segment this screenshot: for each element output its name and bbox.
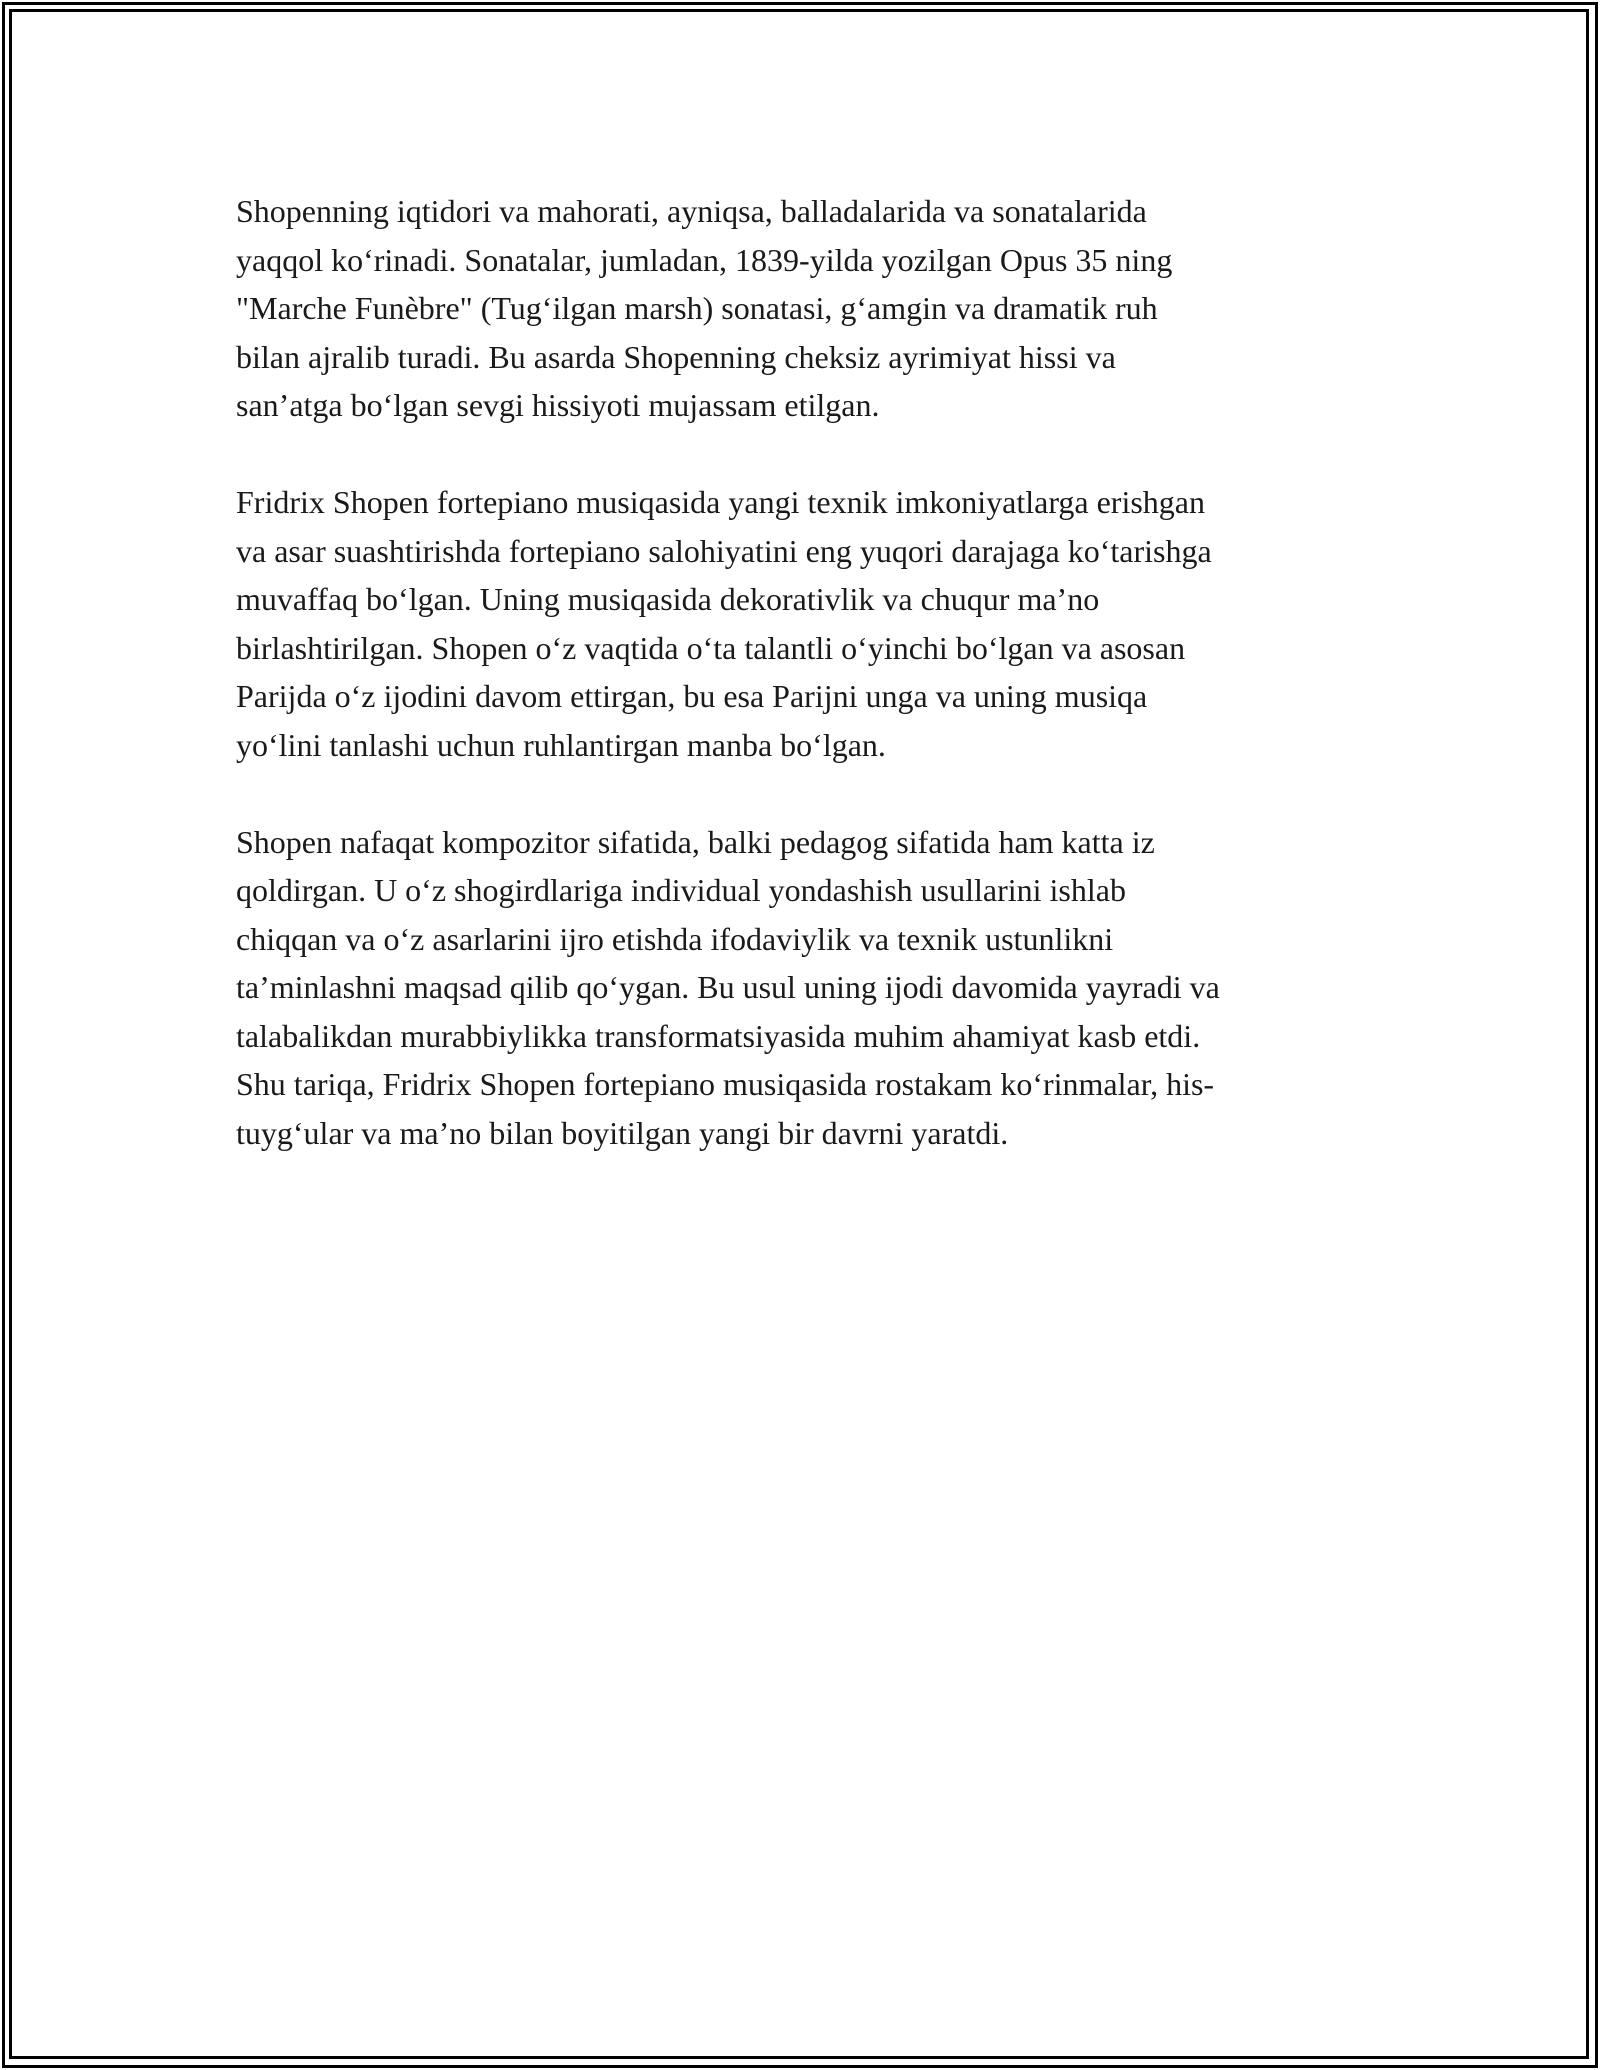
text-line: va asar suashtirishda fortepiano salohiyatini eng yuqori darajaga ko‘tarishga	[236, 532, 1212, 569]
text-line: Parijda o‘z ijodini davom ettirgan, bu esa Parijni unga va uning musiqa	[236, 678, 1148, 714]
text-line: bilan ajralib turadi. Bu asarda Shopenning cheksiz ayrimiyat hissi va	[236, 338, 1116, 375]
text-line: muvaffaq bo‘lgan. Uning musiqasida dekorativlik va chuqur ma’no	[236, 581, 1100, 617]
text-line: Shopenning iqtidori va mahorati, ayniqsa, balladalarida va sonatalarida	[236, 193, 1147, 229]
text-line: Shu tariqa, Fridrix Shopen fortepiano musiqasida rostakam ko‘rinmalar, his-	[236, 1066, 1215, 1102]
text-line: yo‘lini tanlashi uchun ruhlantirgan manba bo‘lgan.	[236, 726, 886, 763]
text-line: talabalikdan murabbiylikka transformatsiyasida muhim ahamiyat kasb etdi.	[236, 1017, 1201, 1054]
text-line: birlashtirilgan. Shopen o‘z vaqtida o‘ta talantli o‘yinchi bo‘lgan va asosan	[236, 629, 1186, 666]
paragraph-1	[236, 187, 1366, 430]
text-line: chiqqan va o‘z asarlarini ijro etishda ifodaviylik va texnik ustunlikni	[236, 920, 1114, 957]
text-line: ta’minlashni maqsad qilib qo‘ygan. Bu usul uning ijodi davomida yayradi va	[236, 969, 1220, 1005]
text-line: Shopen nafaqat kompozitor sifatida, balki pedagog sifatida ham katta iz	[236, 823, 1155, 860]
paragraph-3	[236, 818, 1366, 1158]
text-line: yaqqol ko‘rinadi. Sonatalar, jumladan, 1839-yilda yozilgan Opus 35 ning	[236, 241, 1173, 278]
paragraph-2	[236, 478, 1366, 769]
document-body	[236, 187, 1366, 1206]
text-line: san’atga bo‘lgan sevgi hissiyoti mujassam etilgan.	[236, 387, 880, 423]
text-line: qoldirgan. U o‘z shogirdlariga individual yondashish usullarini ishlab	[236, 872, 1126, 908]
text-line: "Marche Funèbre" (Tug‘ilgan marsh) sonatasi, g‘amgin va dramatik ruh	[236, 290, 1158, 326]
text-line: tuyg‘ular va ma’no bilan boyitilgan yangi bir davrni yaratdi.	[236, 1114, 1009, 1151]
text-line: Fridrix Shopen fortepiano musiqasida yangi texnik imkoniyatlarga erishgan	[236, 484, 1205, 520]
